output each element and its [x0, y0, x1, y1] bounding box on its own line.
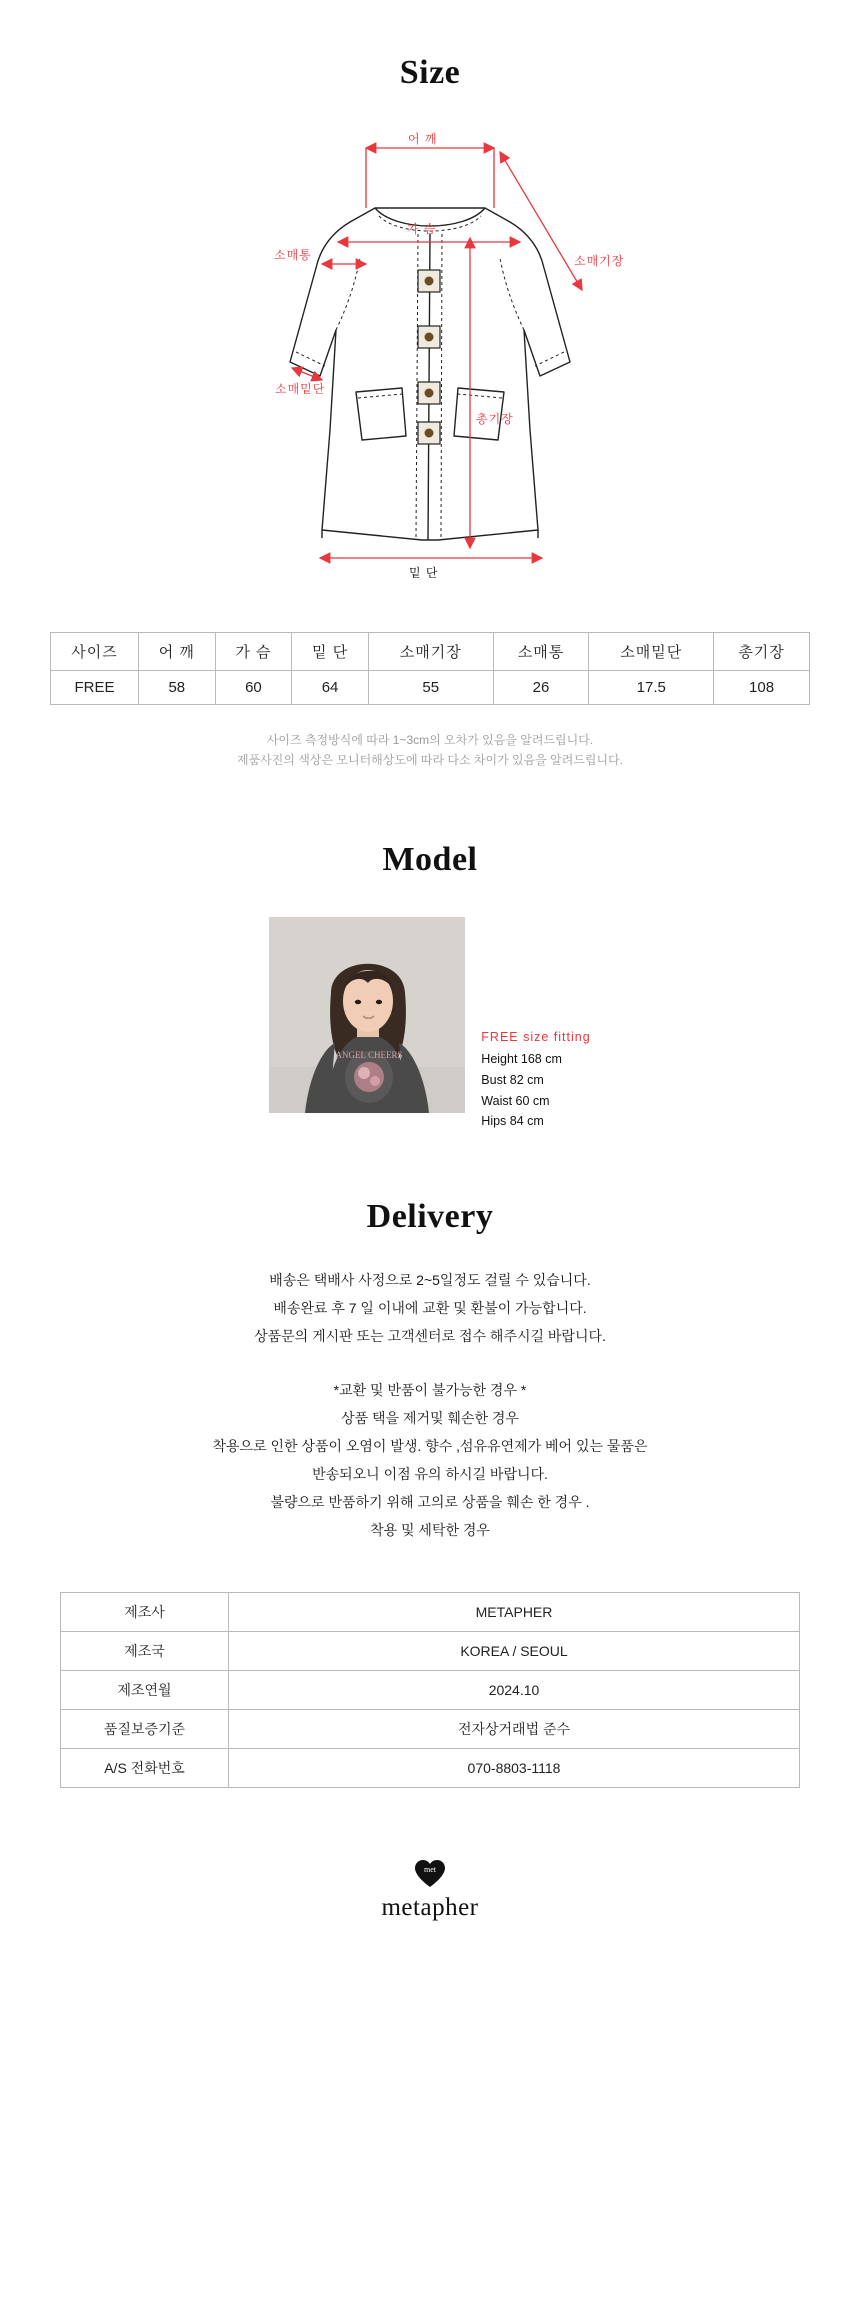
size-cell-sleeve-length: 55: [368, 671, 493, 705]
size-note-line-1: 사이즈 측정방식에 따라 1~3cm의 오차가 있음을 알려드립니다.: [266, 733, 594, 748]
restriction-line-3: 반송되오니 이점 유의 하시길 바랍니다.: [312, 1465, 548, 1482]
diagram-label-sleeve-hem: 소매밑단: [275, 382, 326, 397]
size-cell-total-length: 108: [714, 671, 810, 705]
size-cell-label: FREE: [51, 671, 139, 705]
model-stat-waist: Waist 60 cm: [481, 1093, 550, 1108]
table-row: [61, 1592, 800, 1631]
diagram-label-hem: 밑 단: [409, 566, 439, 581]
diagram-label-sleeve-length: 소매기장: [574, 254, 625, 269]
diagram-label-sleeve-width: 소매통: [274, 248, 312, 263]
info-value-date: 2024.10: [229, 1670, 800, 1709]
table-row: [61, 1670, 800, 1709]
info-key-as-phone: A/S 전화번호: [61, 1748, 229, 1787]
size-cell-sleeve-width: 26: [493, 671, 589, 705]
delivery-notice-restrictions: [0, 1376, 860, 1544]
size-cell-chest: 60: [215, 671, 292, 705]
size-diagram: [170, 130, 690, 580]
diagram-label-total-length: 총기장: [476, 412, 514, 427]
table-row: [51, 671, 810, 705]
size-title: Size: [399, 54, 461, 92]
model-stat-hips: Hips 84 cm: [481, 1114, 544, 1129]
info-key-date: 제조연월: [61, 1670, 229, 1709]
size-col-label: 사이즈: [51, 633, 139, 671]
info-value-as-phone: 070-8803-1118: [229, 1748, 800, 1787]
size-col-sleeve-width: 소매통: [493, 633, 589, 671]
svg-text:ANGEL CHEERS: ANGEL CHEERS: [335, 1049, 403, 1060]
table-row: [61, 1709, 800, 1748]
delivery-title: Delivery: [366, 1197, 494, 1235]
delivery-notice-primary: [0, 1266, 860, 1350]
size-cell-sleeve-hem: 17.5: [589, 671, 714, 705]
heart-icon-text: met: [424, 1864, 436, 1874]
size-col-hem: 밑 단: [292, 633, 369, 671]
model-stat-height: Height 168 cm: [481, 1052, 562, 1067]
delivery-section: [0, 1198, 860, 1788]
heart-icon: [415, 1860, 445, 1888]
footer-logo: [330, 1860, 530, 1962]
size-cell-hem: 64: [292, 671, 369, 705]
size-notes: [80, 731, 780, 771]
info-key-quality-standard: 품질보증기준: [61, 1709, 229, 1748]
delivery-line-3: 상품문의 게시판 또는 고객센터로 접수 해주시길 바랍니다.: [254, 1327, 606, 1344]
size-col-total-length: 총기장: [714, 633, 810, 671]
info-key-manufacturer: 제조사: [61, 1592, 229, 1631]
info-value-quality-standard: 전자상거래법 준수: [229, 1709, 800, 1748]
size-col-sleeve-hem: 소매밑단: [589, 633, 714, 671]
size-col-sleeve-length: 소매기장: [368, 633, 493, 671]
size-col-chest: 가 슴: [215, 633, 292, 671]
model-fit-title: FREE size fitting: [481, 1029, 591, 1044]
size-note-line-2: 제품사진의 색상은 모니터해상도에 따라 다소 차이가 있음을 알려드립니다.: [236, 753, 624, 768]
model-title: Model: [382, 840, 478, 878]
info-value-country: KOREA / SEOUL: [229, 1631, 800, 1670]
model-section: [0, 841, 860, 1132]
size-table: [50, 632, 810, 705]
size-section: [0, 0, 860, 771]
table-row: [61, 1748, 800, 1787]
delivery-line-2: 배송완료 후 7 일 이내에 교환 및 환불이 가능합니다.: [273, 1299, 587, 1316]
diagram-label-chest: 가 슴: [407, 222, 437, 237]
restriction-line-1: 상품 택을 제거및 훼손한 경우: [341, 1409, 519, 1426]
brand-name: metapher: [381, 1893, 479, 1921]
restriction-line-2: 착용으로 인한 상품이 오염이 발생. 향수 ,섬유유연제가 베어 있는 물품은: [212, 1437, 648, 1454]
info-key-country: 제조국: [61, 1631, 229, 1670]
table-row: [61, 1631, 800, 1670]
restriction-line-4: 불량으로 반품하기 위해 고의로 상품을 훼손 한 경우 .: [270, 1493, 590, 1510]
model-fit-info: [465, 917, 590, 1132]
size-table-header-row: [51, 633, 810, 671]
restriction-heading: *교환 및 반품이 불가능한 경우 *: [333, 1381, 527, 1398]
model-photo: [269, 917, 465, 1113]
restriction-line-5: 착용 및 세탁한 경우: [370, 1521, 490, 1538]
delivery-line-1: 배송은 택배사 사정으로 2~5일정도 걸릴 수 있습니다.: [269, 1271, 591, 1288]
diagram-label-shoulder: 어 깨: [408, 132, 438, 147]
size-col-shoulder: 어 깨: [139, 633, 216, 671]
model-stat-bust: Bust 82 cm: [481, 1073, 544, 1088]
size-cell-shoulder: 58: [139, 671, 216, 705]
product-info-table: [60, 1592, 800, 1788]
info-value-manufacturer: METAPHER: [229, 1592, 800, 1631]
